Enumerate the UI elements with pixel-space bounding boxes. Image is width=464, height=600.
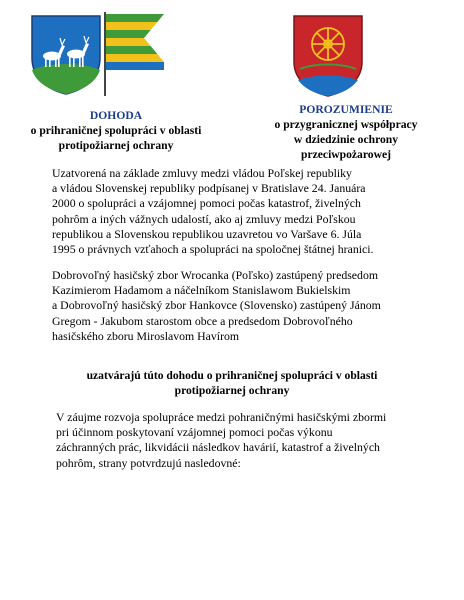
paragraph-line: 1995 o právnych vzťahoch a spolupráci na spoločnej štátnej hranici. bbox=[52, 242, 374, 257]
paragraph-line: pohrôm a iných vážnych udalostí, ako aj zmluvy medzi Poľskou bbox=[52, 211, 356, 226]
paragraph-line: Uzatvorená na základe zmluvy medzi vládou Poľskej republiky bbox=[52, 166, 352, 180]
paragraph-line: V záujme rozvoja spolupráce medzi pohraničnými hasičskými zbormi bbox=[56, 410, 387, 424]
paragraph-line: hasičského zboru Miroslavom Havírom bbox=[52, 328, 240, 343]
left-header bbox=[18, 108, 214, 153]
hankovce-flag bbox=[104, 12, 166, 96]
paragraph-line: 2000 o spolupráci a vzájomnej pomoci počas katastrof, živelných bbox=[52, 196, 361, 211]
left-header-line2: o prihraničnej spolupráci v oblasti bbox=[30, 124, 202, 137]
hankovce-coat-of-arms bbox=[28, 12, 104, 96]
paragraph-line: Dobrovoľný hasičský zbor Wrocanka (Poľsko) zastúpený predsedom bbox=[52, 268, 379, 282]
left-header-title: DOHODA bbox=[89, 109, 143, 122]
paragraph-line: pohrôm, strany potvrdzujú nasledovné: bbox=[56, 455, 241, 470]
paragraph-line: pri účinnom poskytovaní vzájomnej pomoci počas výkonu bbox=[56, 425, 333, 440]
agreement-heading bbox=[40, 368, 424, 398]
right-header-title: POROZUMIENIE bbox=[299, 103, 393, 116]
agreement-heading-line1: uzatvárajú túto dohodu o prihraničnej spolupráci v oblasti bbox=[86, 369, 378, 382]
right-header-line3: w dziedzinie ochrony bbox=[293, 133, 399, 146]
paragraph-line: záchranných prác, likvidácii následkov havárií, katastrof a živelných bbox=[56, 440, 380, 455]
paragraph-parties bbox=[52, 268, 452, 344]
paragraph-line: a vládou Slovenskej republiky podpísanej v Bratislave 24. Januára bbox=[52, 181, 366, 196]
paragraph-purpose bbox=[56, 410, 456, 471]
right-header bbox=[248, 102, 444, 162]
paragraph-line: republikou a Slovenskou republikou uzavretou vo Varšave 6. Júla bbox=[52, 226, 362, 241]
left-header-line3: protipožiarnej ochrany bbox=[58, 139, 174, 152]
paragraph-intro bbox=[52, 166, 452, 257]
paragraph-line: a Dobrovoľný hasičský zbor Hankovce (Slovensko) zastúpený Jánom bbox=[52, 298, 381, 313]
paragraph-line: Gregom - Jakubom starostom obce a predsedom Dobrovoľného bbox=[52, 313, 353, 328]
paragraph-line: Kazimierom Hadamom a náčelníkom Stanislawom Bukielskim bbox=[52, 283, 351, 298]
right-header-line2: o przygranicznej współpracy bbox=[274, 118, 418, 131]
right-header-line4: przeciwpożarowej bbox=[301, 148, 391, 161]
agreement-heading-line2: protipožiarnej ochrany bbox=[174, 384, 290, 397]
wrocanka-coat-of-arms bbox=[290, 12, 366, 98]
